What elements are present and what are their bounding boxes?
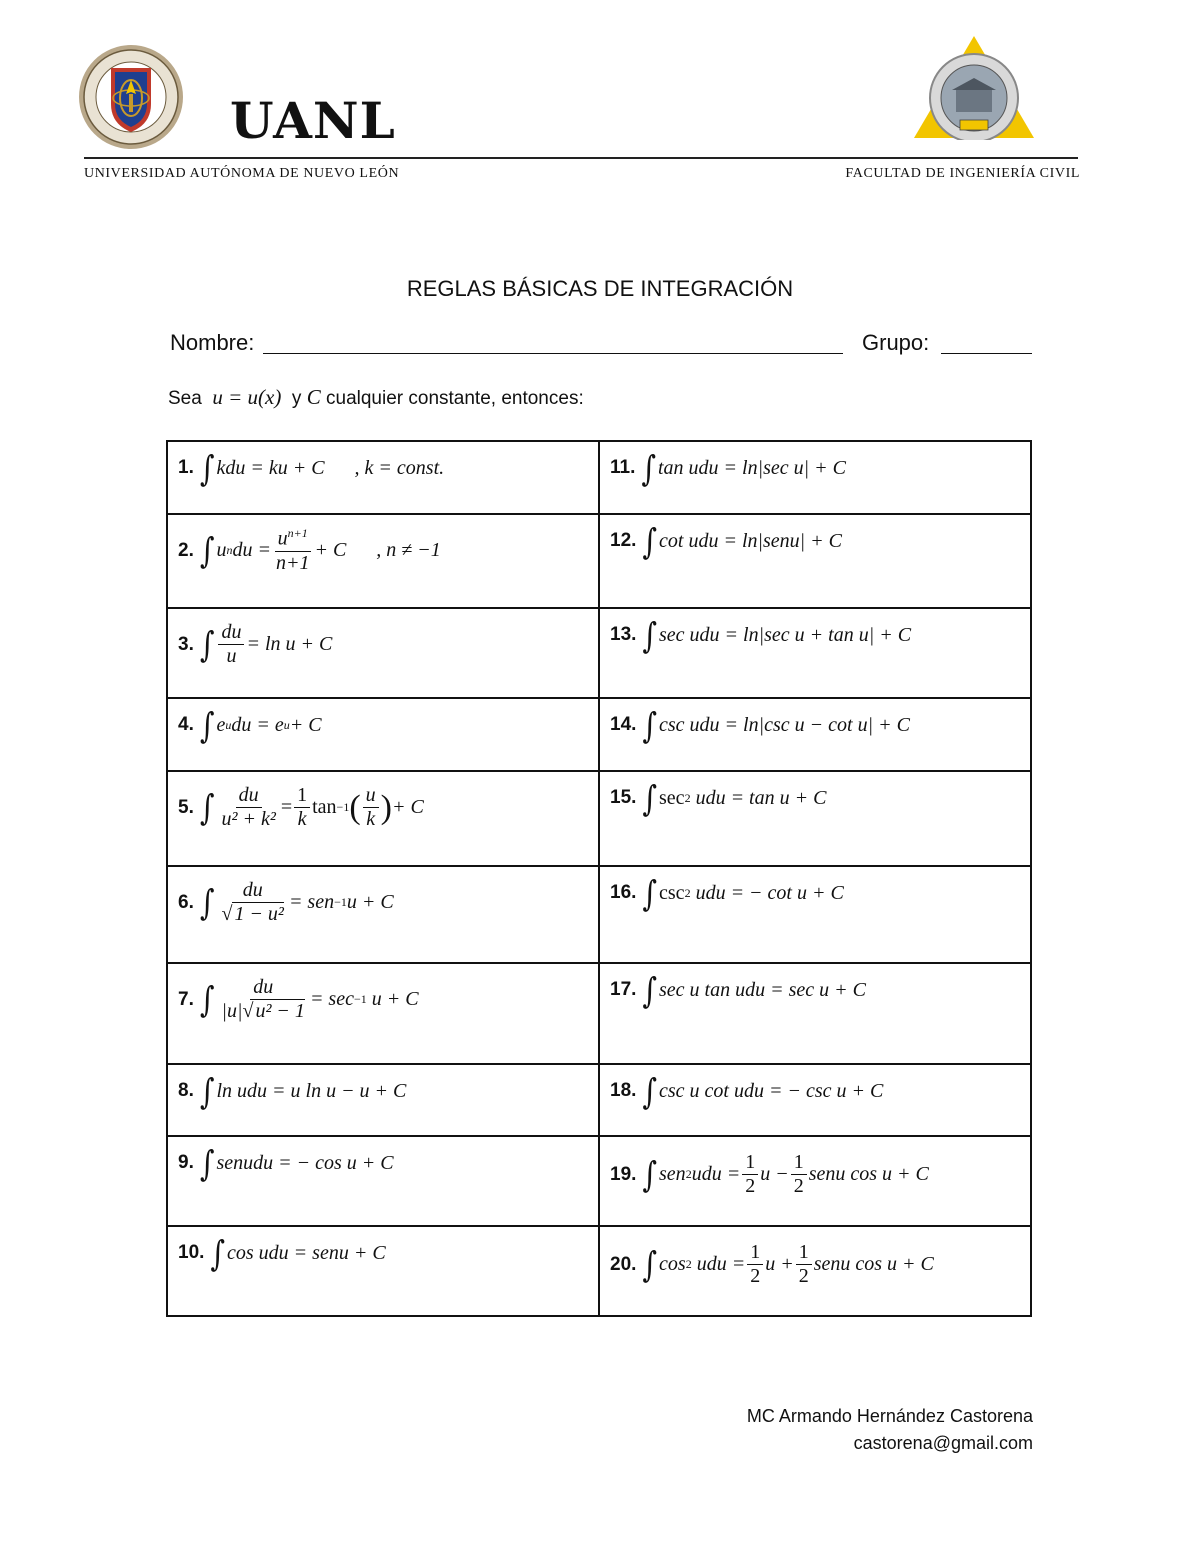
formula-part: = sen	[288, 891, 335, 913]
fraction-num: du	[253, 976, 274, 998]
integral-sign: ∫	[642, 1070, 658, 1112]
fraction-den: k	[297, 808, 307, 830]
formula-part: sec	[659, 786, 685, 809]
rule-cell-3	[167, 608, 599, 698]
integral-sign: ∫	[642, 1153, 658, 1196]
rule-cell-9	[167, 1136, 599, 1226]
integral-sign: ∫	[199, 978, 215, 1021]
formula-part: senu cos u + C	[813, 1253, 934, 1275]
formula: kdu = ku + C	[216, 456, 325, 479]
group-field[interactable]	[941, 353, 1032, 354]
integral-sign: ∫	[199, 704, 215, 746]
intro-sea: Sea	[168, 388, 202, 409]
fraction-num: du	[221, 621, 242, 643]
integral-sign: ∫	[199, 623, 215, 666]
formula-exponent: u	[283, 717, 290, 732]
fraction-num: 1	[747, 1241, 763, 1265]
rule-cell-20	[599, 1226, 1031, 1316]
rule-cell-11	[599, 441, 1031, 514]
formula-part: = ln u + C	[246, 633, 333, 655]
intro-rest: cualquier constante, entonces:	[326, 388, 584, 409]
formula-exponent: 2	[684, 885, 691, 900]
rule-cell-16	[599, 866, 1031, 963]
integral-sign: ∫	[641, 447, 656, 489]
fraction-den: 2	[750, 1265, 761, 1287]
rule-number: 14.	[610, 714, 637, 735]
formula: cos udu = senu + C	[227, 1241, 386, 1264]
formula-part: u +	[765, 1253, 794, 1275]
formula: sec udu = ln|sec u + tan u| + C	[659, 623, 912, 646]
rule-number: 19.	[610, 1163, 637, 1185]
rule-number: 12.	[610, 530, 637, 551]
formula-part: + C	[314, 539, 347, 562]
rule-number: 9.	[178, 1152, 194, 1173]
formula-part: du = e	[231, 713, 284, 736]
integral-sign: ∫	[642, 520, 658, 562]
formula-fraction	[218, 621, 244, 668]
rule-number: 13.	[610, 624, 637, 645]
intro-text	[168, 385, 584, 410]
formula-part: sen	[659, 1163, 686, 1185]
fraction-num: 1	[791, 1151, 807, 1175]
fraction-num: 1	[294, 784, 310, 808]
integration-rules-table	[166, 440, 1032, 1317]
group-label: Grupo:	[862, 330, 930, 355]
formula-part: e	[216, 713, 226, 736]
rule-number: 4.	[178, 714, 194, 735]
integral-sign: ∫	[199, 881, 215, 924]
name-label: Nombre:	[170, 330, 255, 355]
formula: ln udu = u ln u − u + C	[216, 1079, 407, 1102]
fraction-num: 1	[796, 1241, 812, 1265]
rule-cell-7	[167, 963, 599, 1064]
intro-c: C	[306, 385, 321, 409]
formula-exponent: −1	[334, 895, 347, 909]
rule-cell-17	[599, 963, 1031, 1064]
formula-part: udu =	[696, 1253, 746, 1275]
formula: csc u cot udu = − csc u + C	[659, 1079, 884, 1102]
fraction-num: 1	[742, 1151, 758, 1175]
integral-sign: ∫	[642, 614, 658, 656]
name-field[interactable]	[263, 353, 843, 354]
rule-number: 8.	[178, 1080, 194, 1101]
formula-fraction	[294, 784, 310, 831]
rule-number: 10.	[178, 1242, 205, 1263]
formula-part: u + C	[371, 988, 419, 1010]
intro-u-def: u = u(x)	[212, 385, 282, 409]
integral-sign: ∫	[642, 872, 658, 914]
formula-part: cos	[659, 1253, 686, 1275]
header-rule	[84, 157, 1078, 159]
integral-sign: ∫	[199, 447, 215, 489]
formula-fraction: $\frac{du}{\text{|u|√ u² − 1}}$	[221, 976, 305, 1022]
formula-part: =	[280, 796, 293, 818]
formula-condition: , n ≠ −1	[376, 539, 441, 562]
fraction-num: u	[365, 784, 376, 806]
rule-cell-13	[599, 608, 1031, 698]
ingenieria-civil-seal-logo	[912, 34, 1036, 140]
uanl-wordmark: UANL	[230, 91, 396, 150]
integral-sign: ∫	[642, 704, 658, 746]
uanl-seal-logo	[78, 44, 184, 150]
integral-sign: ∫	[642, 969, 658, 1011]
integral-sign: ∫	[199, 786, 215, 829]
intro-y: y	[291, 388, 302, 409]
page-title: REGLAS BÁSICAS DE INTEGRACIÓN	[406, 276, 794, 301]
formula: tan udu = ln|sec u| + C	[657, 456, 846, 479]
formula-exponent: −1	[353, 992, 367, 1006]
formula-exponent: 2	[684, 790, 691, 805]
rule-cell-1	[167, 441, 599, 514]
formula-part: u	[216, 539, 227, 562]
formula-part: udu = tan u + C	[695, 786, 827, 809]
formula-part: tan	[312, 796, 337, 818]
rule-number: 15.	[610, 787, 637, 808]
formula-part: udu =	[691, 1163, 741, 1185]
author-email[interactable]: castorena@gmail.com	[853, 1433, 1033, 1453]
formula-part: csc	[659, 881, 685, 904]
formula-exponent: −1	[336, 800, 350, 814]
formula-part: u + C	[346, 891, 394, 913]
rule-number: 5.	[178, 796, 194, 818]
formula-part: du =	[232, 539, 271, 562]
rule-cell-19	[599, 1136, 1031, 1226]
formula-part: + C	[391, 796, 424, 818]
rule-cell-15	[599, 771, 1031, 866]
formula-part: senu cos u + C	[808, 1163, 929, 1185]
rule-cell-6	[167, 866, 599, 963]
formula-condition: , k = const.	[354, 456, 445, 479]
rule-number: 7.	[178, 988, 194, 1010]
rule-number: 3.	[178, 633, 194, 655]
formula-exponent: n+1	[287, 526, 308, 540]
fraction-num: du	[242, 879, 263, 901]
rule-number: 1.	[178, 457, 194, 478]
fraction-den: n+1	[275, 551, 310, 574]
fraction-den: u² + k²	[221, 808, 276, 830]
integral-sign: ∫	[210, 1232, 226, 1274]
formula-fraction: $\frac{du}{\text{√ 1 − u²}}$	[221, 879, 284, 925]
rule-number: 17.	[610, 979, 637, 1000]
formula: cot udu = ln|senu| + C	[659, 529, 842, 552]
fraction-den: 2	[798, 1265, 809, 1287]
formula-fraction	[273, 527, 313, 575]
formula-fraction	[742, 1151, 758, 1198]
formula-fraction	[218, 784, 278, 831]
formula-fraction	[363, 784, 379, 831]
rule-cell-5: 5. ∫ $\frac{du}{\text{u² + k²}}$ = $\frac{1}{k}$ tan −1 ( $\frac{u}{k}$ ) + C	[167, 771, 599, 866]
rule-number: 18.	[610, 1080, 637, 1101]
integral-sign: ∫	[642, 777, 658, 819]
integral-sign: ∫	[199, 1142, 215, 1184]
rule-cell-4	[167, 698, 599, 771]
rule-number: 11.	[610, 457, 636, 478]
rule-cell-14	[599, 698, 1031, 771]
formula-part: + C	[289, 713, 322, 736]
integral-sign: ∫	[642, 1243, 658, 1286]
formula-part: = sec	[309, 988, 354, 1010]
formula: csc udu = ln|csc u − cot u| + C	[659, 713, 910, 736]
formula-part: u −	[760, 1163, 789, 1185]
fraction-num: u	[277, 527, 288, 550]
fraction-den: u² − 1	[255, 1000, 305, 1022]
rule-number: 6.	[178, 891, 194, 913]
fraction-den: u	[226, 645, 237, 667]
formula-fraction	[791, 1151, 807, 1198]
rule-cell-18	[599, 1064, 1031, 1136]
formula-exponent: u	[225, 717, 232, 732]
formula-exponent: n	[226, 543, 233, 558]
faculty-name: FACULTAD DE INGENIERÍA CIVIL	[845, 166, 1080, 181]
formula: senudu = − cos u + C	[216, 1151, 394, 1174]
rule-number: 2.	[178, 539, 194, 561]
formula-fraction	[796, 1241, 812, 1288]
rule-cell-10	[167, 1226, 599, 1316]
fraction-den: 2	[745, 1175, 756, 1197]
rule-cell-2	[167, 514, 599, 608]
fraction-den: 2	[793, 1175, 804, 1197]
rule-number: 16.	[610, 882, 637, 903]
formula: sec u tan udu = sec u + C	[659, 978, 866, 1001]
university-name: UNIVERSIDAD AUTÓNOMA DE NUEVO LEÓN	[84, 166, 400, 181]
rule-cell-12	[599, 514, 1031, 608]
rule-cell-8	[167, 1064, 599, 1136]
formula-part: udu = − cot u + C	[695, 881, 844, 904]
formula-fraction	[747, 1241, 763, 1288]
formula-exponent: 2	[685, 1167, 692, 1181]
fraction-den: k	[366, 808, 376, 830]
author-name: MC Armando Hernández Castorena	[746, 1406, 1033, 1426]
rule-number: 20.	[610, 1253, 637, 1275]
formula-exponent: 2	[685, 1257, 692, 1271]
integral-sign: ∫	[199, 1070, 215, 1112]
integral-sign: ∫	[199, 530, 215, 572]
fraction-num: du	[238, 784, 259, 806]
fraction-den: 1 − u²	[234, 903, 284, 925]
fraction-den: |u|	[221, 1000, 243, 1022]
